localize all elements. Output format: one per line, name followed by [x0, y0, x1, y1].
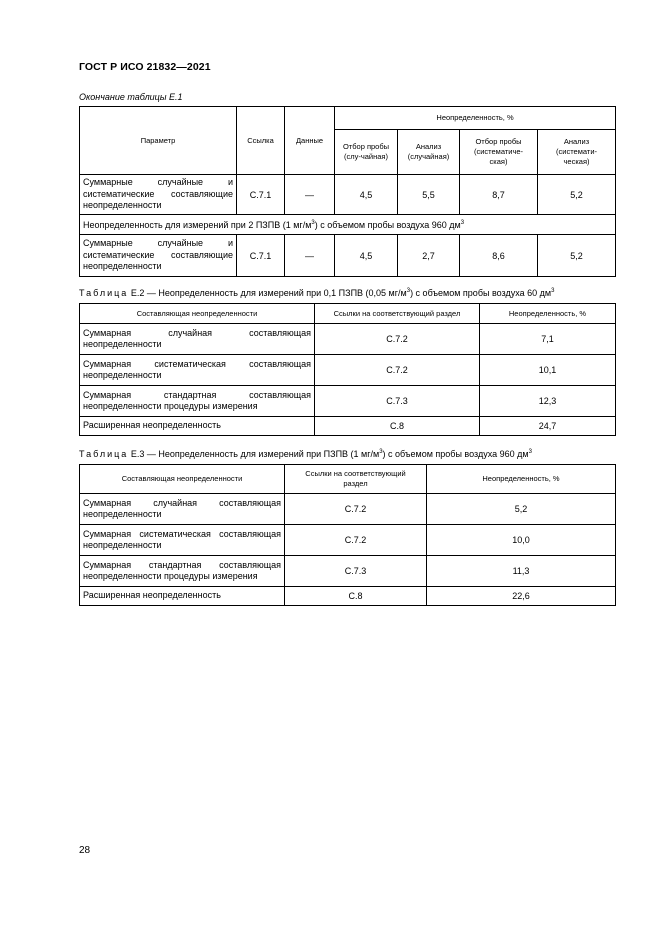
document-code: ГОСТ Р ИСО 21832—2021 — [79, 61, 211, 73]
row-value: 2,7 — [398, 235, 460, 277]
row-value: 22,6 — [427, 587, 616, 606]
row-ref: С.7.1 — [237, 235, 285, 277]
row-component: Суммарная стандартная составляющая неопределенности процедуры измерения — [80, 386, 315, 417]
header-uncertainty: Неопределенность, % — [480, 304, 616, 324]
header-data: Данные — [285, 107, 335, 175]
row-value: 5,2 — [538, 175, 616, 215]
row-value: 4,5 — [335, 175, 398, 215]
row-component: Суммарная случайная составляющая неопределенности — [80, 324, 315, 355]
row-ref: С.8 — [285, 587, 427, 606]
table-row — [80, 175, 616, 215]
row-component: Суммарная систематическая составляющая неопределенности — [80, 525, 285, 556]
row-data: — — [285, 175, 335, 215]
row-component: Расширенная неопределенность — [80, 587, 285, 606]
table-row — [80, 556, 616, 587]
table-row — [80, 417, 616, 436]
row-ref: С.7.2 — [315, 324, 480, 355]
row-value: 5,5 — [398, 175, 460, 215]
table-row — [80, 386, 616, 417]
row-value: 8,7 — [460, 175, 538, 215]
header-section-ref: Ссылки на соответствующий раздел — [315, 304, 480, 324]
table-row — [80, 235, 616, 277]
table-e2 — [79, 303, 616, 436]
row-data: — — [285, 235, 335, 277]
row-component: Суммарная случайная составляющая неопределенности — [80, 494, 285, 525]
row-ref: С.7.2 — [285, 494, 427, 525]
row-value: 7,1 — [480, 324, 616, 355]
row-ref: С.7.3 — [315, 386, 480, 417]
row-component: Расширенная неопределенность — [80, 417, 315, 436]
header-ref: Ссылка — [237, 107, 285, 175]
table-row — [80, 324, 616, 355]
header-component: Составляющая неопределенности — [80, 465, 285, 494]
table-e1 — [79, 106, 616, 277]
table-row — [80, 494, 616, 525]
table-row — [80, 355, 616, 386]
page-number: 28 — [79, 845, 91, 856]
row-value: 4,5 — [335, 235, 398, 277]
header-uncertainty: Неопределенность, % — [427, 465, 616, 494]
table-e3-title: Таблица Е.3 — Неопределенность для измерений при ПЗПВ (1 $мг/м^3$) с объемом пробы воздуха 960 $дм^3$ — [79, 449, 532, 459]
row-value: 11,3 — [427, 556, 616, 587]
subheader-sampling-random: Отбор пробы (слу-чайная) — [335, 130, 398, 175]
header-section-ref: Ссылки на соответствующий раздел — [285, 465, 427, 494]
row-value: 10,1 — [480, 355, 616, 386]
table1-caption: Окончание таблицы Е.1 — [79, 92, 183, 102]
header-uncertainty: Неопределенность, % — [335, 107, 616, 130]
row-value: 24,7 — [480, 417, 616, 436]
table-row — [80, 215, 616, 235]
row-value: 12,3 — [480, 386, 616, 417]
subheader-analysis-systematic: Анализ (системати-ческая) — [538, 130, 616, 175]
row-param: Суммарные случайные и систематические составляющие неопределенности — [80, 235, 237, 277]
row-component: Суммарная стандартная составляющая неопределенности процедуры измерения — [80, 556, 285, 587]
row-ref: С.7.1 — [237, 175, 285, 215]
table-row — [80, 587, 616, 606]
subheader-analysis-random: Анализ (случайная) — [398, 130, 460, 175]
table-e2-title: Таблица Е.2 — Неопределенность для измерений при 0,1 ПЗПВ (0,05 $мг/м^3$) с объемом пробы воздуха 60 $дм^3$ — [79, 288, 555, 298]
row-value: 8,6 — [460, 235, 538, 277]
row-ref: С.7.3 — [285, 556, 427, 587]
row-value: 5,2 — [427, 494, 616, 525]
row-value: 5,2 — [538, 235, 616, 277]
header-component: Составляющая неопределенности — [80, 304, 315, 324]
row-component: Суммарная систематическая составляющая неопределенности — [80, 355, 315, 386]
header-param: Параметр — [80, 107, 237, 175]
measurement-condition-row: Неопределенность для измерений при 2 ПЗПВ (1 $мг/м^3$) с объемом пробы воздуха 960 $дм^3$ — [80, 215, 616, 235]
row-param: Суммарные случайные и систематические составляющие неопределенности — [80, 175, 237, 215]
row-ref: С.7.2 — [285, 525, 427, 556]
row-ref: С.7.2 — [315, 355, 480, 386]
row-ref: С.8 — [315, 417, 480, 436]
table-e3 — [79, 464, 616, 606]
row-value: 10,0 — [427, 525, 616, 556]
subheader-sampling-systematic: Отбор пробы (систематиче-ская) — [460, 130, 538, 175]
table-row — [80, 525, 616, 556]
